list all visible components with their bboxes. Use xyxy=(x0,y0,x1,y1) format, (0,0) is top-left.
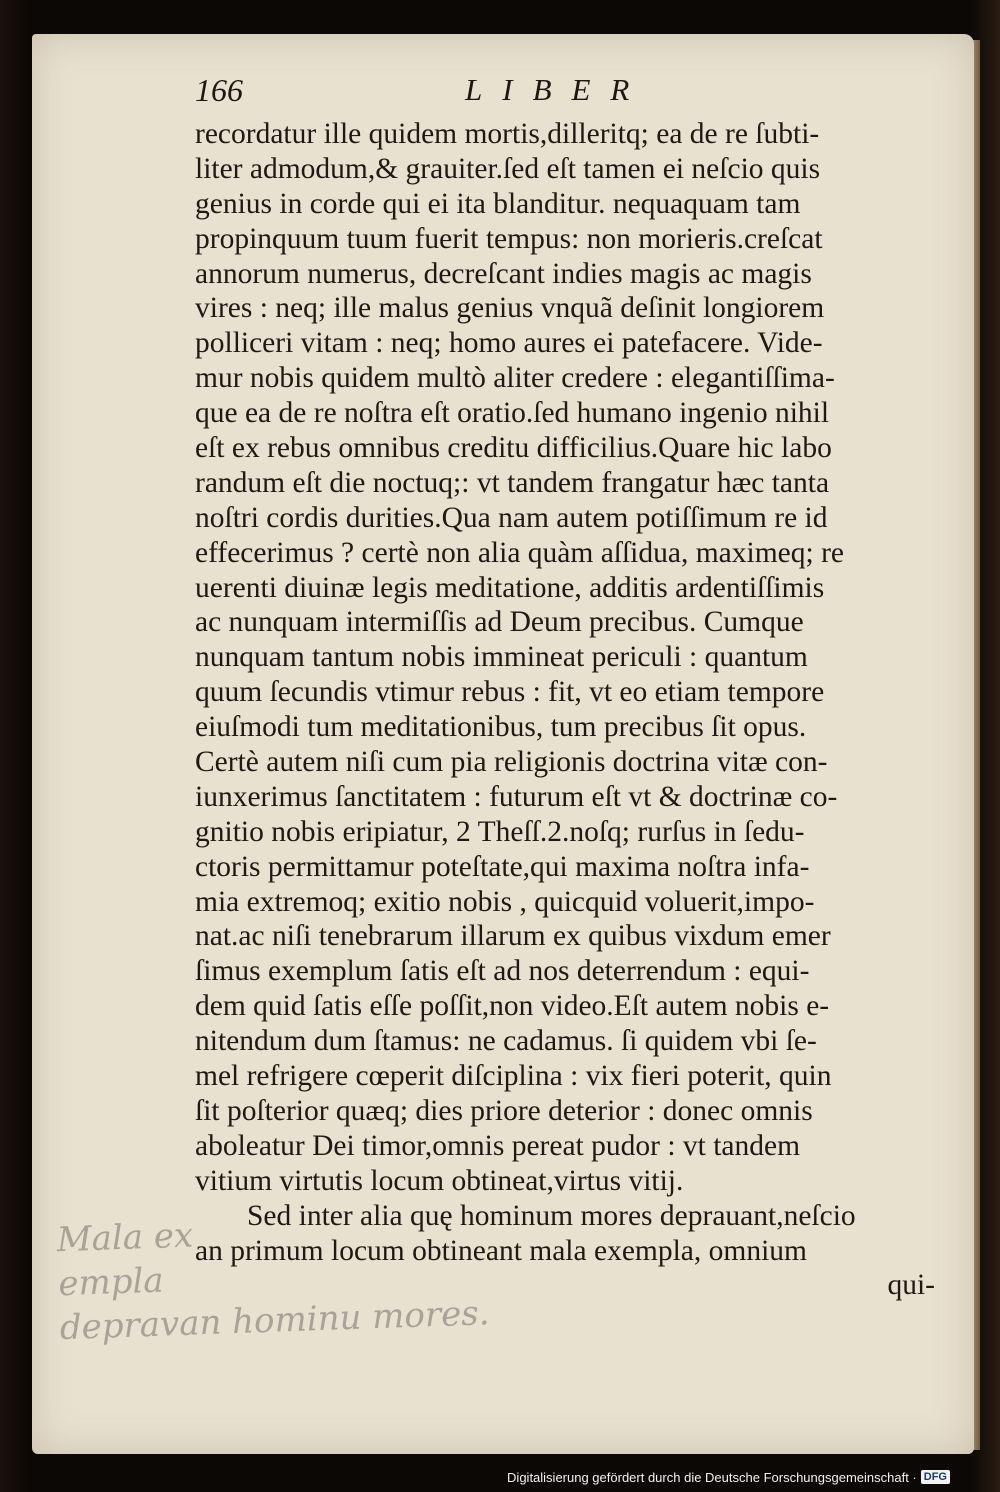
catchword: qui- xyxy=(887,1269,935,1302)
text-line: que ea de re noſtra eſt oratio.ſed humano ingenio nihil xyxy=(195,397,830,430)
text-line: dem quid ſatis eſſe poſſit,non video.Eſt autem nobis e- xyxy=(195,990,830,1023)
text-line: genius in corde qui ei ita blanditur. nequaquam tam xyxy=(195,187,801,220)
text-line: polliceri vitam : neq; homo aures ei patefacere. Vide- xyxy=(195,327,823,360)
text-line: an primum locum obtineant mala exempla, omnium xyxy=(195,1234,807,1267)
text-line: nitendum dum ſtamus: ne cadamus. ſi quidem vbi ſe- xyxy=(195,1025,817,1058)
digitization-credit xyxy=(507,1466,950,1488)
text-line: ac nunquam intermiſſis ad Deum precibus. Cumque xyxy=(195,606,804,639)
page-number: 166 xyxy=(195,72,243,108)
text-line: effecerimus ? certè non alia quàm aſſidua, maximeq; re xyxy=(195,536,844,569)
page-header xyxy=(195,72,935,112)
text-line: noſtri cordis durities.Qua nam autem potiſſimum re id xyxy=(195,501,828,534)
marginal-line: empla xyxy=(57,1260,165,1305)
text-line: nunquam tantum nobis immineat periculi : quantum xyxy=(195,641,808,674)
text-line: ſimus exemplum ſatis eſt ad nos deterrendum : equi- xyxy=(195,955,810,988)
text-line: gnitio nobis eripiatur, 2 Theſſ.2.noſq; rurſus in ſedu- xyxy=(195,815,805,848)
text-line: aboleatur Dei timor,omnis pereat pudor : vt tandem xyxy=(195,1129,801,1162)
text-line: Certè autem niſi cum pia religionis doctrina vitæ con- xyxy=(195,746,828,779)
body-text xyxy=(195,117,935,1303)
text-line: vires : neq; ille malus genius vnquã deſinit longiorem xyxy=(195,292,825,325)
text-line: mur nobis quidem multò aliter credere : elegantiſſima- xyxy=(195,362,835,395)
handwritten-marginal-note xyxy=(56,1202,530,1349)
text-line: liter admodum,& grauiter.ſed eſt tamen ei neſcio quis xyxy=(195,152,821,185)
text-line: nat.ac niſi tenebrarum illarum ex quibus vixdum emer xyxy=(195,920,831,953)
text-line: iunxerimus ſanctitatem : futurum eſt vt & doctrinæ co- xyxy=(195,780,838,813)
running-head: LIBER xyxy=(465,72,650,107)
paragraph-start-line: Sed inter alia quę hominum mores deprauant,neſcio xyxy=(247,1199,856,1232)
text-line: ſit poſterior quæq; dies priore deterior : donec omnis xyxy=(195,1094,813,1127)
text-line: uerenti diuinæ legis meditatione, additis ardentiſſimis xyxy=(195,571,825,604)
marginal-line: Mala ex xyxy=(56,1215,194,1261)
text-line: quum ſecundis vtimur rebus : fit, vt eo etiam tempore xyxy=(195,676,825,709)
text-line: eſt ex rebus omnibus creditu difficilius.Quare hic labo xyxy=(195,432,832,465)
text-line: mel refrigere cœperit diſciplina : vix fieri poterit, quin xyxy=(195,1060,832,1093)
text-line: recordatur ille quidem mortis,dilleritq; ea de re ſubti- xyxy=(195,118,820,150)
marginal-line: depravan hominu mores. xyxy=(59,1293,491,1349)
credit-text: Digitalisierung gefördert durch die Deutsche Forschungsgemeinschaft · xyxy=(507,1469,917,1485)
text-line: propinquum tuum fuerit tempus: non morieris.creſcat xyxy=(195,222,823,255)
text-line: annorum numerus, decreſcant indies magis ac magis xyxy=(195,257,812,290)
text-line: randum eſt die noctuq;: vt tandem frangatur hæc tanta xyxy=(195,466,830,499)
text-line: vitium virtutis locum obtineat,virtus vitij. xyxy=(195,1164,684,1197)
text-line: eiuſmodi tum meditationibus, tum precibus ſit opus. xyxy=(195,711,807,744)
text-line: ctoris permittamur poteſtate,qui maxima noſtra infa- xyxy=(195,850,810,883)
dfg-logo-icon: DFG xyxy=(921,1470,950,1484)
text-line: mia extremoq; exitio nobis , quicquid voluerit,impo- xyxy=(195,885,815,918)
